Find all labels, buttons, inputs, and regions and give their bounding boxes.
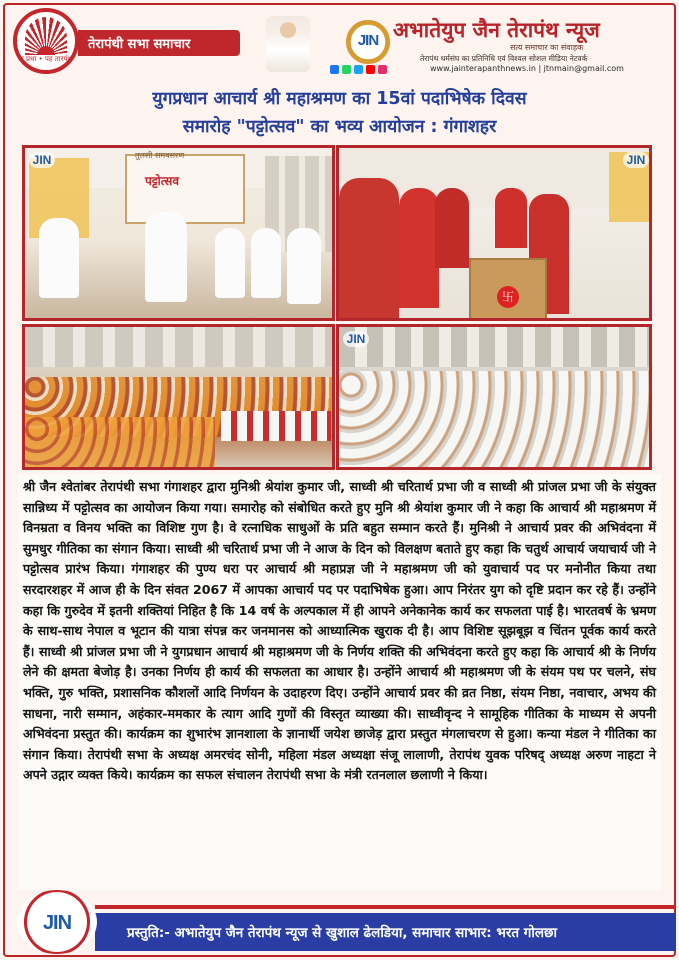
website-link[interactable]: www.jainterapanthnews.in | jtnmain@gmail.com: [430, 64, 624, 73]
footer-jin-logo: [17, 890, 97, 954]
footer-divider: [95, 905, 676, 909]
swastika-emblem: 卐: [497, 286, 519, 308]
facebook-icon[interactable]: [330, 65, 339, 74]
footer-logo-text: JIN: [42, 912, 72, 934]
article-body: श्री जैन श्वेतांबर तेरापंथी सभा गंगाशहर द्वारा मुनिश्री श्रेयांश कुमार जी, साध्वी श्री चरितार्थ प्रभा जी व साध्वी श्री प्रांजल प्रभा जी के संयुक्त सान्निध्य में पट्टोत्सव का आयोजन किया गया। समारोह को संबोधित करते हुए मुनि श्री श्रेयांश कुमार जी ने कहा कि आचार्य श्री महाश्रमण में विनम्रता व विनय भक्ति का विशिष्ट गुण है। वे रत्नाधिक साधुओं के प्रति बहुत सम्मान करते हैं। मुनिश्री ने आचार्य प्रवर की अभिवंदना में सुमधुर गीतिका का संगान किया। साध्वी श्री चरितार्थ प्रभा जी ने आज के दिन को विलक्षण बताते हुए कहा कि चतुर्थ आचार्य जयाचार्य जी ने पट्टोत्सव प्रारंभ किया। गंगाशहर की पुण्य धरा पर आचार्य श्री महाप्रज्ञ जी ने महाश्रमण जी को युवाचार्य पद पर मनोनीत किया तथा सरदारशहर में आज ही के दिन संवत 2067 में आपका आचार्य पद पर पदाभिषेक हुआ। आप निरंतर युग को दृष्टि प्रदान कर रहे हैं। उन्होंने कहा कि गुरुदेव में इतनी शक्तियां निहित है कि 14 वर्ष के अल्पकाल में ही आपने अनेकानेक कार्य कर सफलता पाई है। भारतवर्ष के भ्रमण के साथ-साथ नेपाल व भूटान की यात्रा संपन्न कर जनमानस को आध्यात्मिक खुराक दी है। आप विशिष्ट सूझबूझ व चिंतन पूर्वक कार्य करते हैं। साध्वी श्री प्रांजल प्रभा जी ने युगप्रधान आचार्य श्री महाश्रमण जी के निर्णय शक्ति की अभिवंदना करते हुए कहा कि आचार्य श्री के निर्णय लेने की क्षमता बेजोड़ है। उनका निर्णय ही कार्य की सफलता का आधार है। उन्होंने आचार्य श्री महाश्रमण जी के संयम पथ पर चलने, संघ भक्ति, गुरु भक्ति, प्रशासनिक कौशलों आदि निर्णयन के उदाहरण दिए। उन्होंने आचार्य प्रवर की व्रत निष्ठा, संयम निष्ठा, नवाचार, अभय की साधना, नारी सम्मान, अहंकार-ममकार के त्याग आदि गुणों की विस्तृत व्याख्या की। साध्वीवृन्द ने सामूहिक गीतिका के माध्यम से अपनी अभिवंदना प्रस्तुत की। कार्यक्रम का शुभारंभ ज्ञानशाला के ज्ञानार्थी जयेश छाजेड़ द्वारा प्रस्तुत मंगलाचरण से हुआ। कन्या मंडल ने गीतिका का संगान किया। तेरापंथी सभा के अध्यक्ष अमरचंद सोनी, महिला मंडल अध्यक्षा संजू लालाणी, तेरापंथ युवक परिषद् अध्यक्ष अरुण नाहटा ने अपने उद्गार व्यक्त किये। कार्यक्रम का सफल संचालन तेरापंथी सभा के मंत्री रतनलाल छलाणी ने किया।: [18, 474, 661, 890]
brand-title: अभातेयुप जैन तेरापंथ न्यूज: [393, 18, 600, 42]
headline-line-2: समारोह "पट्टोत्सव" का भव्य आयोजन : गंगाशहर: [182, 117, 497, 137]
photo-watermark: JIN: [29, 152, 55, 168]
photo-audience-men: [336, 324, 652, 470]
acharya-portrait: [266, 16, 310, 72]
logo-caption: द प्रथा • पह तारपंथ: [20, 55, 72, 63]
portrait-head: [280, 22, 296, 38]
brand-description: तेरापंथ धर्मसंघ का प्रतिनिधि एवं विश्वल सोशल मीडिया नेटवर्क: [420, 54, 588, 63]
photo-watermark: JIN: [623, 152, 649, 168]
headline-line-1: युगप्रधान आचार्य श्री महाश्रमण का 15वां पदाभिषेक दिवस: [152, 89, 527, 109]
whatsapp-icon[interactable]: [342, 65, 351, 74]
sabha-samachar-banner: तेरापंथी सभा समाचार: [78, 30, 240, 56]
photo-watermark: JIN: [343, 331, 369, 347]
photo-audience-women: [22, 324, 335, 470]
twitter-icon[interactable]: [354, 65, 363, 74]
photo-stage-monks: [22, 145, 335, 321]
terapanth-logo: [13, 8, 79, 74]
footer-credit: प्रस्तुति:- अभातेयुप जैन तेरापंथ न्यूज से खुशाल ढेलडिया, समाचार साभार: भरत गोलछा: [95, 913, 676, 951]
youtube-icon[interactable]: [366, 65, 375, 74]
sunburst-icon: [25, 17, 67, 55]
banner-caption: तुलसी समवसरण: [135, 151, 185, 160]
photo-girls-podium: [336, 145, 652, 321]
brand-tagline: सत्य समाचार का संवाहक: [510, 43, 584, 52]
headline: [20, 85, 659, 141]
social-icons: [330, 65, 387, 74]
banner-board: [125, 154, 245, 224]
header: [0, 0, 679, 82]
jin-logo: [346, 20, 390, 64]
jin-logo-text: JIN: [357, 32, 379, 49]
instagram-icon[interactable]: [378, 65, 387, 74]
poster-title: पट्टोत्सव: [145, 174, 180, 188]
